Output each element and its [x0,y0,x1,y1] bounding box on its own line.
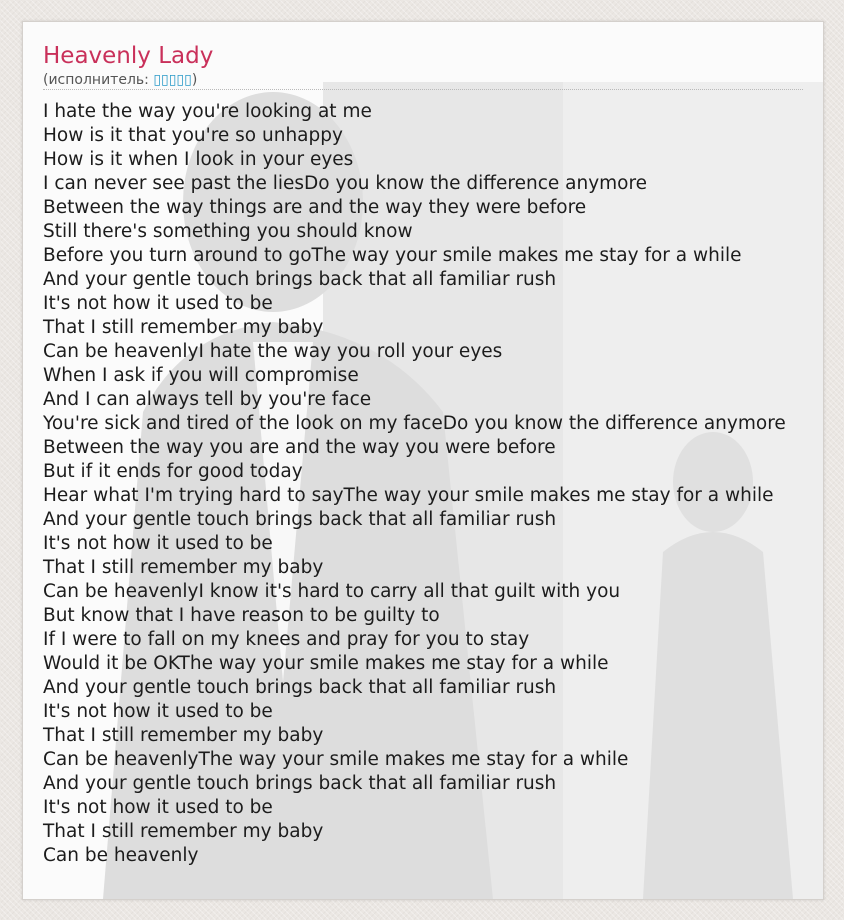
lyric-line: Between the way you are and the way you were before [43,437,556,458]
lyric-line: How is it when I look in your eyes [43,149,354,170]
lyric-line: Can be heavenly [43,845,199,866]
artist-prefix: (исполнитель: [43,72,154,88]
lyric-line: Hear what I'm trying hard to sayThe way your smile makes me stay for a while [43,485,774,506]
lyric-line: And your gentle touch brings back that all familiar rush [43,677,557,698]
lyric-line: And your gentle touch brings back that all familiar rush [43,269,557,290]
lyric-line: Can be heavenlyI know it's hard to carry all that guilt with you [43,581,621,602]
lyric-line: That I still remember my baby [43,557,324,578]
lyric-line: That I still remember my baby [43,317,324,338]
lyric-line: It's not how it used to be [43,293,273,314]
lyric-line: Between the way things are and the way they were before [43,197,587,218]
lyric-line: It's not how it used to be [43,797,273,818]
lyrics-text [43,100,824,868]
lyric-line: But if it ends for good today [43,461,303,482]
song-title: Heavenly Lady [43,43,214,69]
lyric-line: When I ask if you will compromise [43,365,359,386]
lyric-line: But know that I have reason to be guilty to [43,605,440,626]
artist-line [43,71,197,89]
lyric-line: How is it that you're so unhappy [43,125,343,146]
lyric-line: That I still remember my baby [43,725,324,746]
lyric-line: And your gentle touch brings back that all familiar rush [43,773,557,794]
lyric-line: Can be heavenlyThe way your smile makes me stay for a while [43,749,629,770]
lyric-line: If I were to fall on my knees and pray for you to stay [43,629,530,650]
lyric-line: You're sick and tired of the look on my faceDo you know the difference anymore [43,413,786,434]
lyric-line: It's not how it used to be [43,533,273,554]
lyrics-card [22,21,824,900]
lyric-line: Before you turn around to goThe way your smile makes me stay for a while [43,245,742,266]
lyric-line: That I still remember my baby [43,821,324,842]
artist-suffix: ) [191,72,198,88]
lyric-line: And your gentle touch brings back that all familiar rush [43,509,557,530]
lyric-line: Can be heavenlyI hate the way you roll your eyes [43,341,503,362]
lyric-line: Would it be OKThe way your smile makes me stay for a while [43,653,609,674]
artist-link[interactable]: ▯▯▯▯▯ [153,72,192,88]
lyric-line: Still there's something you should know [43,221,413,242]
divider [43,89,803,90]
lyric-line: I hate the way you're looking at me [43,101,372,122]
lyric-line: And I can always tell by you're face [43,389,372,410]
lyric-line: It's not how it used to be [43,701,273,722]
lyric-line: I can never see past the liesDo you know the difference anymore [43,173,648,194]
